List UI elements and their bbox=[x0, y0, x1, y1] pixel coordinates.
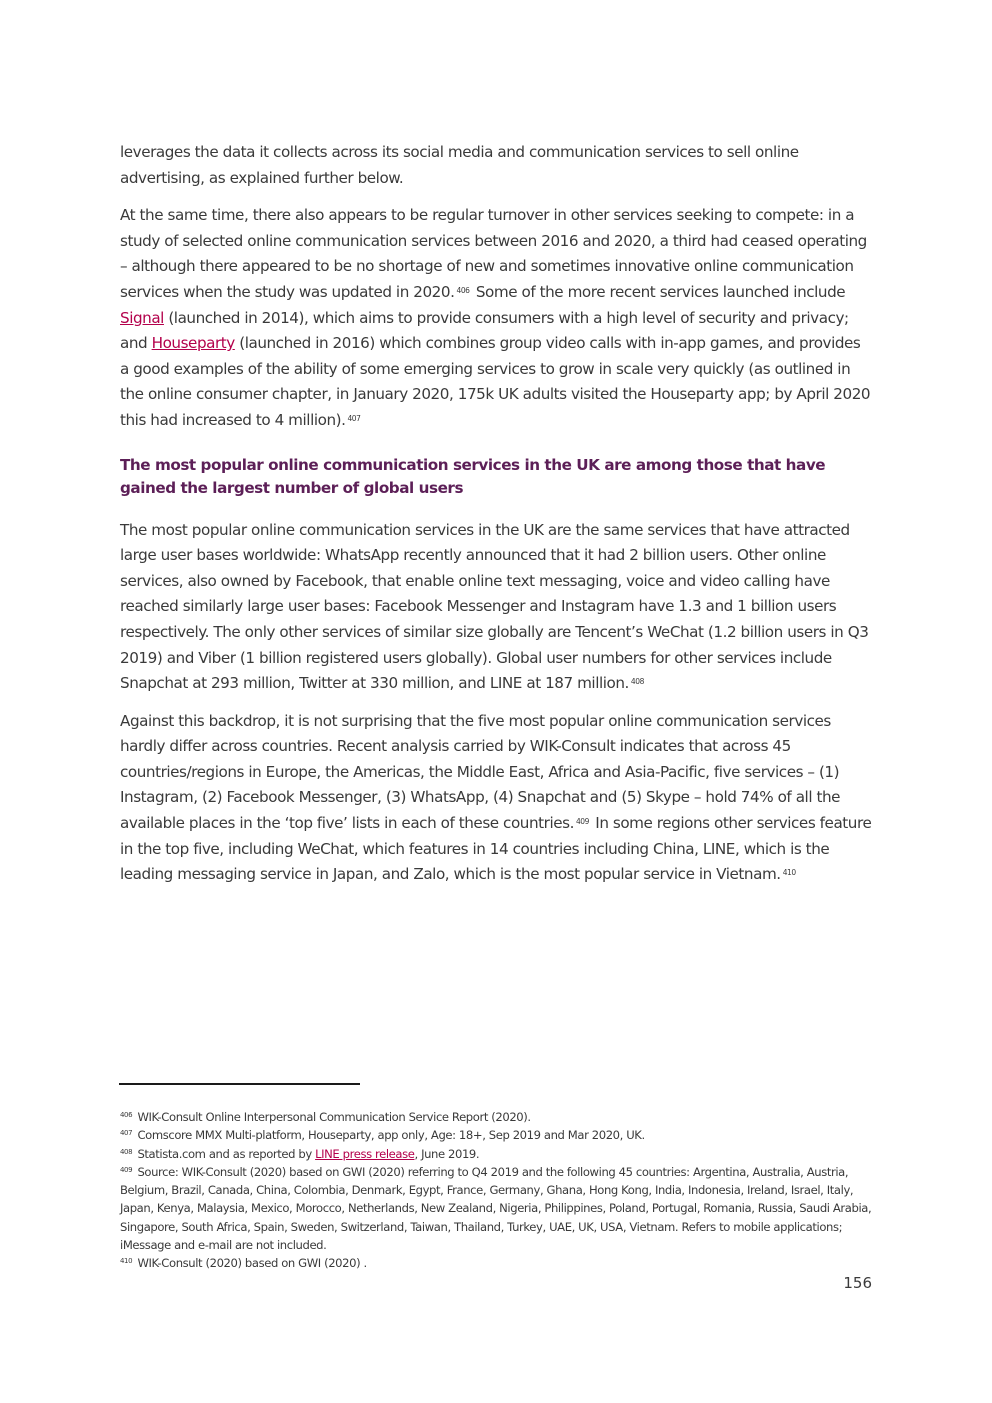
paragraph-3-text: The most popular online communication services in the UK are the same services that have attracted large user bases worldwide: WhatsApp recently announced that it had 2 billion users. Other online services, also owned by Facebook, that enable online text messaging, voice and video calling have reached similarly large user bases: Facebook Messenger and Instagram have 1.3 and 1 billion users respectively. The only other services of similar size globally are Tencent’s WeChat (1.2 billion users in Q3 2019) and Viber (1 billion registered users globally). Global user numbers for other services include Snapchat at 293 million, Twitter at 330 million, and LINE at 187 million. bbox=[120, 520, 869, 693]
footnote-divider bbox=[119, 1083, 360, 1085]
paragraph-2 bbox=[120, 203, 872, 433]
paragraph-3 bbox=[120, 518, 872, 697]
footnote-number: 410 bbox=[120, 1257, 133, 1266]
footnote-409 bbox=[120, 1163, 872, 1254]
footnote-number: 408 bbox=[120, 1147, 133, 1156]
paragraph-1-text: leverages the data it collects across its social media and communication services to sell online advertising, as explained further below. bbox=[120, 143, 799, 187]
footnote-ref-409[interactable]: 409 bbox=[575, 817, 589, 827]
footnote-text: Source: WIK-Consult (2020) based on GWI (2020) referring to Q4 2019 and the following 45 countries: Argentina, Australia, Austria, Belgium, Brazil, Canada, China, Colombia, Denmark, Egypt, France, Germany, Ghana, Hong Kong, India, Indonesia, Ireland, Israel, Italy, Japan, Kenya, Malaysia, Mexico, Morocco, Netherlands, New Zealand, Nigeria, Philippines, Poland, Portugal, Romania, Russia, Saudi Arabia, Singapore, South Africa, Spain, Sweden, Switzerland, Taiwan, Thailand, Turkey, UAE, UK, USA, Vietnam. Refers to mobile applications; iMessage and e-mail are not included. bbox=[120, 1164, 872, 1253]
footnote-number: 407 bbox=[120, 1129, 133, 1138]
footnote-text: WIK-Consult (2020) based on GWI (2020) . bbox=[134, 1256, 367, 1271]
footnote-ref-410[interactable]: 410 bbox=[782, 868, 796, 878]
paragraph-2-text-a: At the same time, there also appears to be regular turnover in other services seeking to compete: in a study of selected online communication services between 2016 and 2020, a third had ceased operating – although there appeared to be no shortage of new and sometimes innovative online communication services when the study was updated in 2020. bbox=[120, 206, 867, 301]
footnote-text: WIK-Consult Online Interpersonal Communication Service Report (2020). bbox=[134, 1110, 531, 1124]
paragraph-2-text-d: (launched in 2016) which combines group video calls with in-app games, and provides a good examples of the ability of some emerging services to grow in scale very quickly (as outlined in the online consumer chapter, in January 2020, 175k UK adults visited the Houseparty app; by April 2020 this had increased to 4 million). bbox=[120, 334, 871, 429]
paragraph-4-text-b: In some regions other services feature in the top five, including WeChat, which features in 14 countries including China, LINE, which is the leading messaging service in Japan, and Zalo, which is the most popular service in Vietnam. bbox=[120, 814, 872, 884]
paragraph-1 bbox=[120, 140, 872, 191]
footnote-number: 409 bbox=[120, 1165, 133, 1174]
paragraph-4 bbox=[120, 709, 872, 888]
footnote-ref-407[interactable]: 407 bbox=[347, 413, 361, 423]
section-heading: The most popular online communication services in the UK are among those that have gained the largest number of global users bbox=[120, 455, 826, 497]
document-body bbox=[120, 140, 872, 900]
footnote-410 bbox=[120, 1254, 872, 1272]
footnote-ref-408[interactable]: 408 bbox=[630, 677, 644, 687]
footnote-406 bbox=[120, 1108, 872, 1126]
footnote-text: , June 2019. bbox=[414, 1146, 480, 1161]
footnote-ref-406[interactable]: 406 bbox=[456, 285, 470, 295]
page-number: 156 bbox=[843, 1274, 872, 1292]
paragraph-2-text-c: (launched in 2014), which aims to provide consumers with a high level of security and privacy; and bbox=[120, 308, 849, 353]
signal-link[interactable]: Signal bbox=[120, 308, 164, 327]
line-press-release-link[interactable]: LINE press release bbox=[315, 1146, 415, 1161]
footnote-408 bbox=[120, 1145, 872, 1163]
footnote-407 bbox=[120, 1126, 872, 1144]
footnote-text: Comscore MMX Multi-platform, Houseparty, app only, Age: 18+, Sep 2019 and Mar 2020, UK. bbox=[134, 1128, 645, 1143]
footnote-number: 406 bbox=[120, 1111, 133, 1119]
paragraph-4-text-a: Against this backdrop, it is not surprising that the five most popular online communication services hardly differ across countries. Recent analysis carried by WIK-Consult indicates that across 45 countries/regions in Europe, the Americas, the Middle East, Africa and Asia-Pacific, five services – (1) Instagram, (2) Facebook Messenger, (3) WhatsApp, (4) Snapchat and (5) Skype – hold 74% of all the available places in the ‘top five’ lists in each of these countries. bbox=[120, 711, 841, 833]
houseparty-link[interactable]: Houseparty bbox=[151, 334, 235, 353]
footnote-text: Statista.com and as reported by bbox=[134, 1146, 316, 1161]
paragraph-2-text-b: Some of the more recent services launched include bbox=[471, 282, 846, 301]
footnotes bbox=[120, 1108, 872, 1273]
